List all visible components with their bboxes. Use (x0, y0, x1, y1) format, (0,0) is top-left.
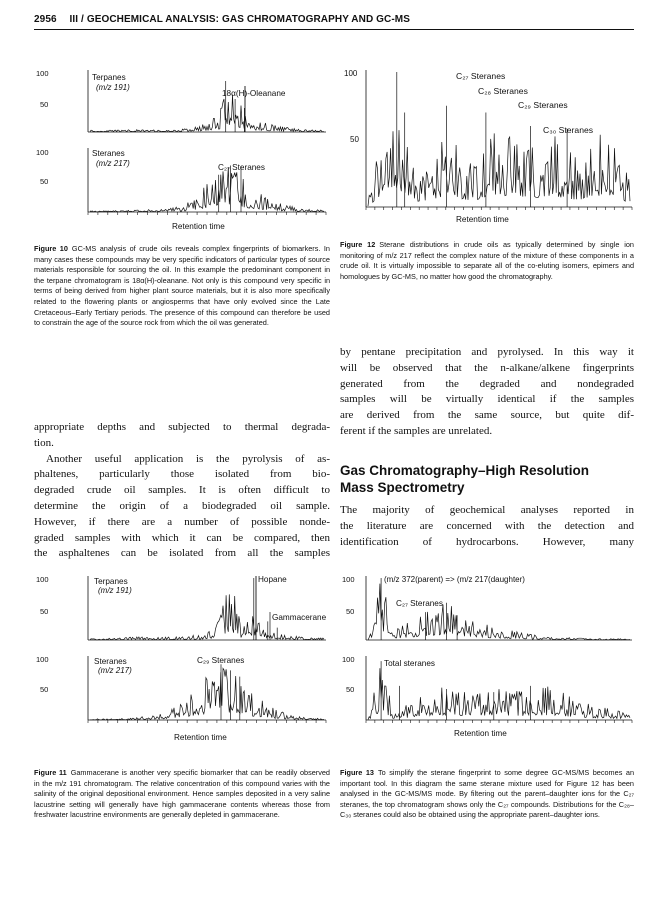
figure-12-caption (340, 240, 634, 282)
page-number: 2956 (34, 14, 57, 25)
fig10-bottom-ion: (m/z 217) (96, 159, 130, 168)
right-text-line: identification of hydrocarbons. However, many (340, 535, 634, 548)
figure-10-caption-text: GC-MS analysis of crude oils reveals complex fingerprints of biomarkers. In many cases these compounds may be very specific indicators of particular types of source materials responsible for sourcing the oil. In this example the predominant component in the terpane chromatogram is 18α(H)-oleanane. Not only is this compound very specific in terms of being derived from higher plant source materials, but it is also more specifically related to the flowering plants or angiosperms that have only evolved since the Late Cretaceous–Early Tertiary periods. The presence of this compound can therefore be used to constrain the age of the source rock from which the oil was generated. (34, 244, 330, 328)
fig12-y100: 100 (344, 69, 358, 78)
fig13-total-trace (368, 661, 630, 720)
fig11-bottom-y50: 50 (40, 685, 49, 694)
figure-12-caption-text: Sterane distributions in crude oils as typically determined by single ion monitoring of m/z 217 reflect the complex nature of the mixture of these components in a crude oil. It is virtually impossible to separate all of the co-eluting isomers, epimers and homologues by GC-MS, no matter how good the chromatography. (340, 240, 634, 281)
fig11-bottom-y100: 100 (36, 655, 49, 664)
fig10-top-ion: (m/z 191) (96, 83, 130, 92)
left-text-line: phaltenes, particularly those isolated from bio- (34, 468, 330, 481)
fig10-top-y50: 50 (40, 100, 49, 109)
left-text-line: degraded crude oil samples. It is often difficult to (34, 484, 330, 497)
fig13-bottom-y100: 100 (342, 655, 355, 664)
left-text-line: However, if there are a number of possible nonde- (34, 515, 330, 528)
section-heading-line1: Gas Chromatography–High Resolution (340, 463, 590, 478)
figure-11-label: Figure 11 (34, 768, 67, 777)
figure-10-label: Figure 10 (34, 244, 68, 253)
fig10-bottom-title: Steranes (92, 149, 125, 158)
fig11-bottom-title: Steranes (94, 657, 127, 666)
fig10-oleanane-label: 18α(H)-Oleanane (222, 89, 286, 98)
figure-13-label: Figure 13 (340, 768, 374, 777)
fig13-c27-trace (368, 578, 630, 640)
fig12-label-c30: C₃₀ Steranes (543, 125, 594, 135)
fig13-xlabel: Retention time (454, 729, 507, 738)
left-text-line: graded samples with which it can be compared, then (34, 531, 330, 544)
fig12-label-c27: C₂₇ Steranes (456, 71, 506, 81)
right-text-line: samples will be virtually identical if the samples (340, 393, 634, 406)
fig10-sterane-trace (90, 166, 324, 213)
right-text-line: the literature are concerned with the detection and (340, 519, 634, 532)
left-text-line: determine the origin of a biodegraded oil sample. (34, 499, 330, 512)
figure-13-chart (340, 568, 636, 743)
header-rule (34, 29, 634, 30)
fig10-top-y100: 100 (36, 69, 49, 78)
fig12-xlabel: Retention time (456, 215, 509, 224)
right-column-text-2 (340, 503, 634, 550)
fig11-top-y100: 100 (36, 575, 49, 584)
fig11-bottom-ion: (m/z 217) (98, 666, 132, 675)
fig10-bottom-y50: 50 (40, 177, 49, 186)
fig12-y50: 50 (350, 135, 359, 144)
figure-11-caption (34, 768, 330, 821)
fig11-hopane-label: Hopane (258, 575, 287, 584)
figure-11-chart (34, 568, 334, 748)
right-text-line: The majority of geochemical analyses reported in (340, 504, 634, 516)
fig13-bottom-title: Total steranes (384, 659, 435, 668)
fig13-bottom-y50: 50 (346, 685, 355, 694)
fig12-label-c29: C₂₉ Steranes (518, 100, 568, 110)
fig13-top-y50: 50 (346, 607, 355, 616)
fig13-top-y100: 100 (342, 575, 355, 584)
left-column-text (34, 420, 330, 562)
right-text-line: will be observed that the n-alkane/alkene fingerprints (340, 361, 634, 374)
right-text-line: generated from the degraded and nondegraded (340, 377, 634, 390)
figure-11-caption-text: Gammacerane is another very specific biomarker that can be readily observed in the m/z 191 chromatogram. The relative concentration of this compound varies with the salinity of the original depositional environment. Hence samples deposited in a very saline lacustrine setting will generally have high gammacerane contents whereas those from freshwater lacustrine environments are generally depleted in gammacerane. (34, 768, 330, 820)
section-heading-line2: Mass Spectrometry (340, 480, 465, 495)
left-text-line: appropriate depths and subjected to thermal degrada- (34, 421, 330, 433)
left-text-line: the asphaltenes can be isolated from all the samples (34, 547, 330, 560)
figure-13-caption (340, 768, 634, 821)
fig11-top-y50: 50 (40, 607, 49, 616)
right-text-line: by pentane precipitation and pyrolysed. In this way it (340, 346, 634, 358)
figure-12-chart (340, 62, 636, 232)
fig11-top-ion: (m/z 191) (98, 586, 132, 595)
running-title: III / GEOCHEMICAL ANALYSIS: GAS CHROMATOGRAPHY AND GC-MS (69, 14, 410, 25)
fig10-top-title: Terpanes (92, 73, 126, 82)
fig10-sterane-label: C₂₇ Steranes (218, 163, 265, 172)
figure-13-caption-text: To simplify the sterane fingerprint to some degree GC-MS/MS becomes an important tool. In this diagram the same sterane mixture used for Figure 12 has been analysed in the GC-MS/MS mode. By filtering out the parent–daughter ions for the C₂₇ steranes, the top chromatogram shows only the C₂₇ compounds. Distributions for the C₂₈–C₃₀ steranes could also be obtained using the appropriate parent–daughter ions. (340, 768, 634, 820)
running-header (34, 14, 410, 25)
fig11-top-title: Terpanes (94, 577, 128, 586)
fig11-xlabel: Retention time (174, 733, 227, 742)
left-text-line: Another useful application is the pyrolysis of as- (46, 452, 330, 465)
figure-12-label: Figure 12 (340, 240, 376, 249)
right-text-line: ferent if the samples are unrelated. (340, 424, 493, 437)
figure-10-chart (34, 62, 334, 240)
figure-10-caption (34, 244, 330, 329)
left-text-line: tion. (34, 436, 54, 449)
fig10-bottom-y100: 100 (36, 148, 49, 157)
right-column-text (340, 345, 634, 440)
right-text-line: are derived from the same source, but quite dif- (340, 409, 634, 422)
fig10-xlabel: Retention time (172, 222, 225, 231)
fig13-c27-label: C₂₇ Steranes (396, 599, 443, 608)
fig11-gammacerane-label: Gammacerane (272, 613, 327, 622)
fig12-label-c28: C₂₈ Steranes (478, 86, 528, 96)
fig13-top-title: (m/z 372(parent) => (m/z 217(daughter) (384, 575, 525, 584)
section-heading (340, 462, 634, 496)
fig11-sterane-label: C₂₉ Steranes (197, 656, 245, 665)
